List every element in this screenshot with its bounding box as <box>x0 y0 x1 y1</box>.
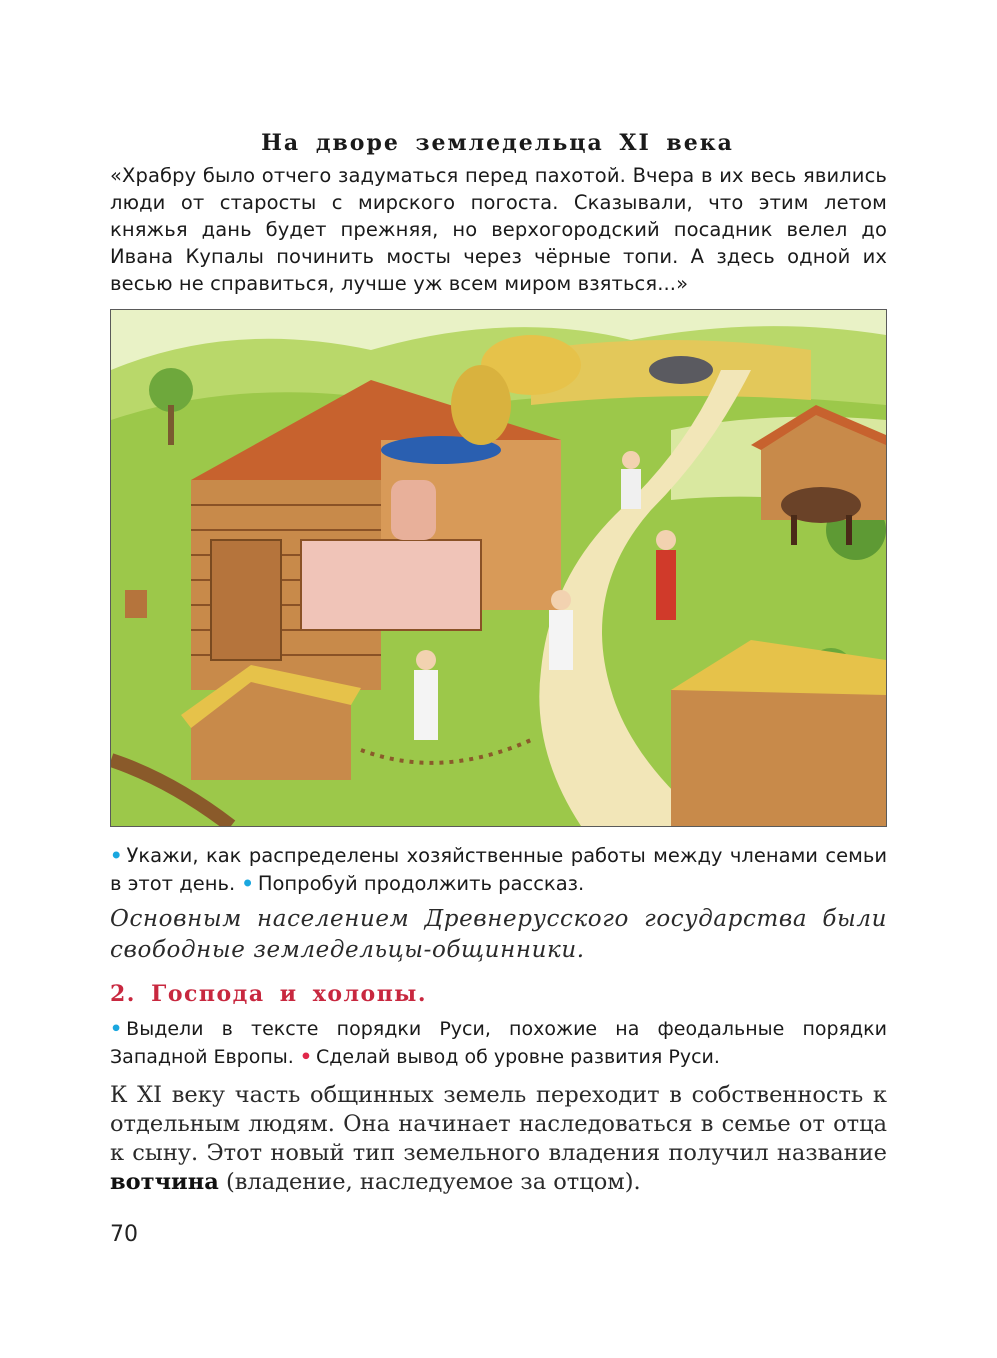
term-votchina: вотчина <box>110 1169 219 1195</box>
body-text-part-2: (владение, наследуемое за отцом). <box>218 1169 641 1195</box>
task-text: Выдели в тексте порядки Руси, похожие на феодальные порядки Западной Европы. <box>110 1018 887 1068</box>
bullet-dot-icon: • <box>110 844 123 867</box>
task-text: Попробуй продолжить рассказ. <box>257 872 585 895</box>
body-text-part-1: К XI веку часть общинных земель переходит в собственность к отдельным людям. Она начинает наследоваться в семье от отца к сыну. Этот новый тип земельного владения получил название <box>110 1082 887 1166</box>
bullet-dot-icon: • <box>110 1018 123 1040</box>
farmstead-illustration <box>110 309 887 827</box>
story-quote: «Храбру было отчего задуматься перед пахотой. Вчера в их весь явились люди от старосты с мирского погоста. Сказывали, что этим летом княжья дань будет прежняя, но верхогородский посадник велел до Ивана Купалы починить мосты через чёрные топи. А здесь одной их весью не справиться, лучше уж всем миром взяться...» <box>110 164 887 295</box>
illustration-title: На дворе земледельца XI века <box>261 130 734 156</box>
task-text: Укажи, как распределены хозяйственные работы между членами семьи в этот день. <box>110 844 887 895</box>
body-paragraph <box>110 1081 887 1197</box>
bullet-dot-icon: • <box>299 1046 313 1068</box>
bullet-dot-icon: • <box>241 872 254 895</box>
task-text: Сделай вывод об уровне развития Руси. <box>316 1046 720 1068</box>
tasks-block-1 <box>110 842 887 898</box>
section-heading: 2. Господа и холопы. <box>110 981 428 1007</box>
page-number: 70 <box>110 1222 138 1247</box>
tasks-block-2 <box>110 1015 887 1071</box>
summary-statement: Основным населением Древнерусского государства были свободные земледельцы-общинники. <box>110 906 887 963</box>
farmstead-scene-image <box>111 310 886 826</box>
